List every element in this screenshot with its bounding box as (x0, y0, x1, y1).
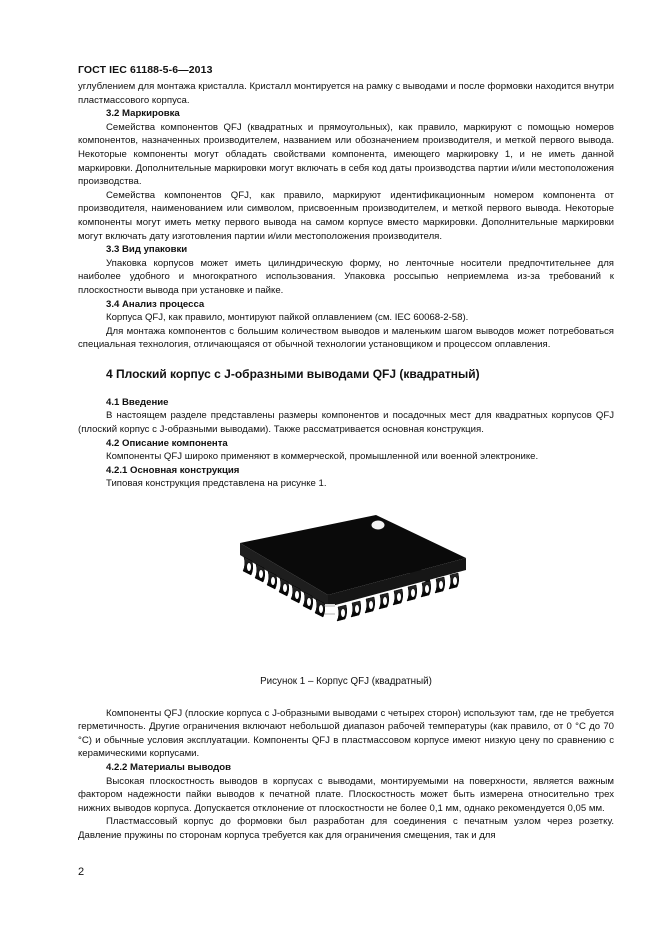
paragraph-4-2-1: Типовая конструкция представлена на рисунке 1. (106, 478, 327, 490)
paragraph-3-2-b: Семейства компонентов QFJ, как правило, маркируют идентификационным номером компонента от производителя, наименованием или символом, присвоенным производителем, и меткой первого вывода. Некоторые компоненты могут иметь метку первого вывода на самом корпусе вместо маркировки. Дополнительные маркировки могут включать дату изготовления партии и/или местоположения производителя. (78, 189, 614, 242)
paragraph-4-2: Компоненты QFJ широко применяют в коммерческой, промышленной или военной электронике. (106, 451, 539, 463)
heading-3-4: 3.4 Анализ процесса (106, 298, 205, 310)
page-number: 2 (78, 866, 85, 878)
heading-4-2: 4.2 Описание компонента (106, 437, 228, 449)
paragraph-after-figure: Компоненты QFJ (плоские корпуса с J-образными выводами с четырех сторон) используют там, где не требуется герметичность. Другие ограничения включают небольшой диапазон рабочей температуры (как правило, от 0 °С до 70 °С) и обычные условия эксплуатации. Компоненты QFJ в пластмассовом корпусе имеют низкую цену по сравнению с керамическими корпусами. (78, 707, 614, 760)
figure-qfj-package (78, 503, 614, 659)
figure-caption: Рисунок 1 – Корпус QFJ (квадратный) (260, 676, 432, 688)
paragraph-3-4-a: Корпуса QFJ, как правило, монтируют пайкой оплавлением (см. IEC 60068-2-58). (106, 312, 469, 324)
paragraph-3-4-b: Для монтажа компонентов с большим количеством выводов и маленьким шагом выводов может потребоваться специальная технология, отличающаяся от обычной технологии установщиком и процессом оплавления. (78, 325, 614, 351)
pin1-marker-icon (372, 521, 385, 530)
paragraph-4-1: В настоящем разделе представлены размеры компонентов и посадочных мест для квадратных корпусов QFJ (плоский корпус с J-образными выводами). Также рассматривается основная конструкция. (78, 410, 614, 436)
paragraph-4-2-2-b: Пластмассовый корпус до формовки был разработан для соединения с печатным узлом через розетку. Давление пружины по сторонам корпуса требуется как для ограничения смещения, так и для (78, 816, 614, 841)
qfj-chip-image (198, 503, 498, 659)
heading-3-3: 3.3 Вид упаковки (106, 244, 188, 256)
paragraph-intro: углублением для монтажа кристалла. Кристалл монтируется на рамку с выводами и после формовки находится внутри пластмассового корпуса. (78, 81, 614, 106)
heading-section-4: 4 Плоский корпус с J-образными выводами QFJ (квадратный) (106, 366, 480, 381)
heading-3-2: 3.2 Маркировка (106, 108, 180, 120)
heading-4-1: 4.1 Введение (106, 396, 169, 408)
heading-4-2-1: 4.2.1 Основная конструкция (106, 464, 240, 476)
paragraph-3-3: Упаковка корпусов может иметь цилиндрическую форму, но ленточные носители предпочтительнее для наиболее удобного и многократного использования. Упаковка россыпью неприемлема из-за требований к плоскостности вывода при установке и пайке. (78, 257, 614, 296)
paragraph-4-2-2-a: Высокая плоскостность выводов в корпусах с выводами, монтируемыми на поверхности, является важным фактором надежности пайки выводов к печатной плате. Плоскостность может быть измерена относительно трех нижних выводов корпуса. Допускается отклонение от плоскостности не более 0,1 мм, однако рекомендуется 0,05 мм. (78, 775, 614, 814)
document-header: ГОСТ IEC 61188-5-6—2013 (78, 64, 213, 76)
heading-4-2-2: 4.2.2 Материалы выводов (106, 762, 231, 773)
document-body (78, 80, 614, 843)
paragraph-3-2-a: Семейства компонентов QFJ (квадратных и прямоугольных), как правило, маркируют с помощью номеров компонентов, назначенных производителем, названием или обозначением производителя, и меткой первого вывода. Некоторые компоненты могут обладать свойствами компонента, имеющего маркировку 1, и не иметь данной маркировки. Дополнительные маркировки могут включать в себя код даты производства партии и/или местоположения производства. (78, 121, 614, 188)
